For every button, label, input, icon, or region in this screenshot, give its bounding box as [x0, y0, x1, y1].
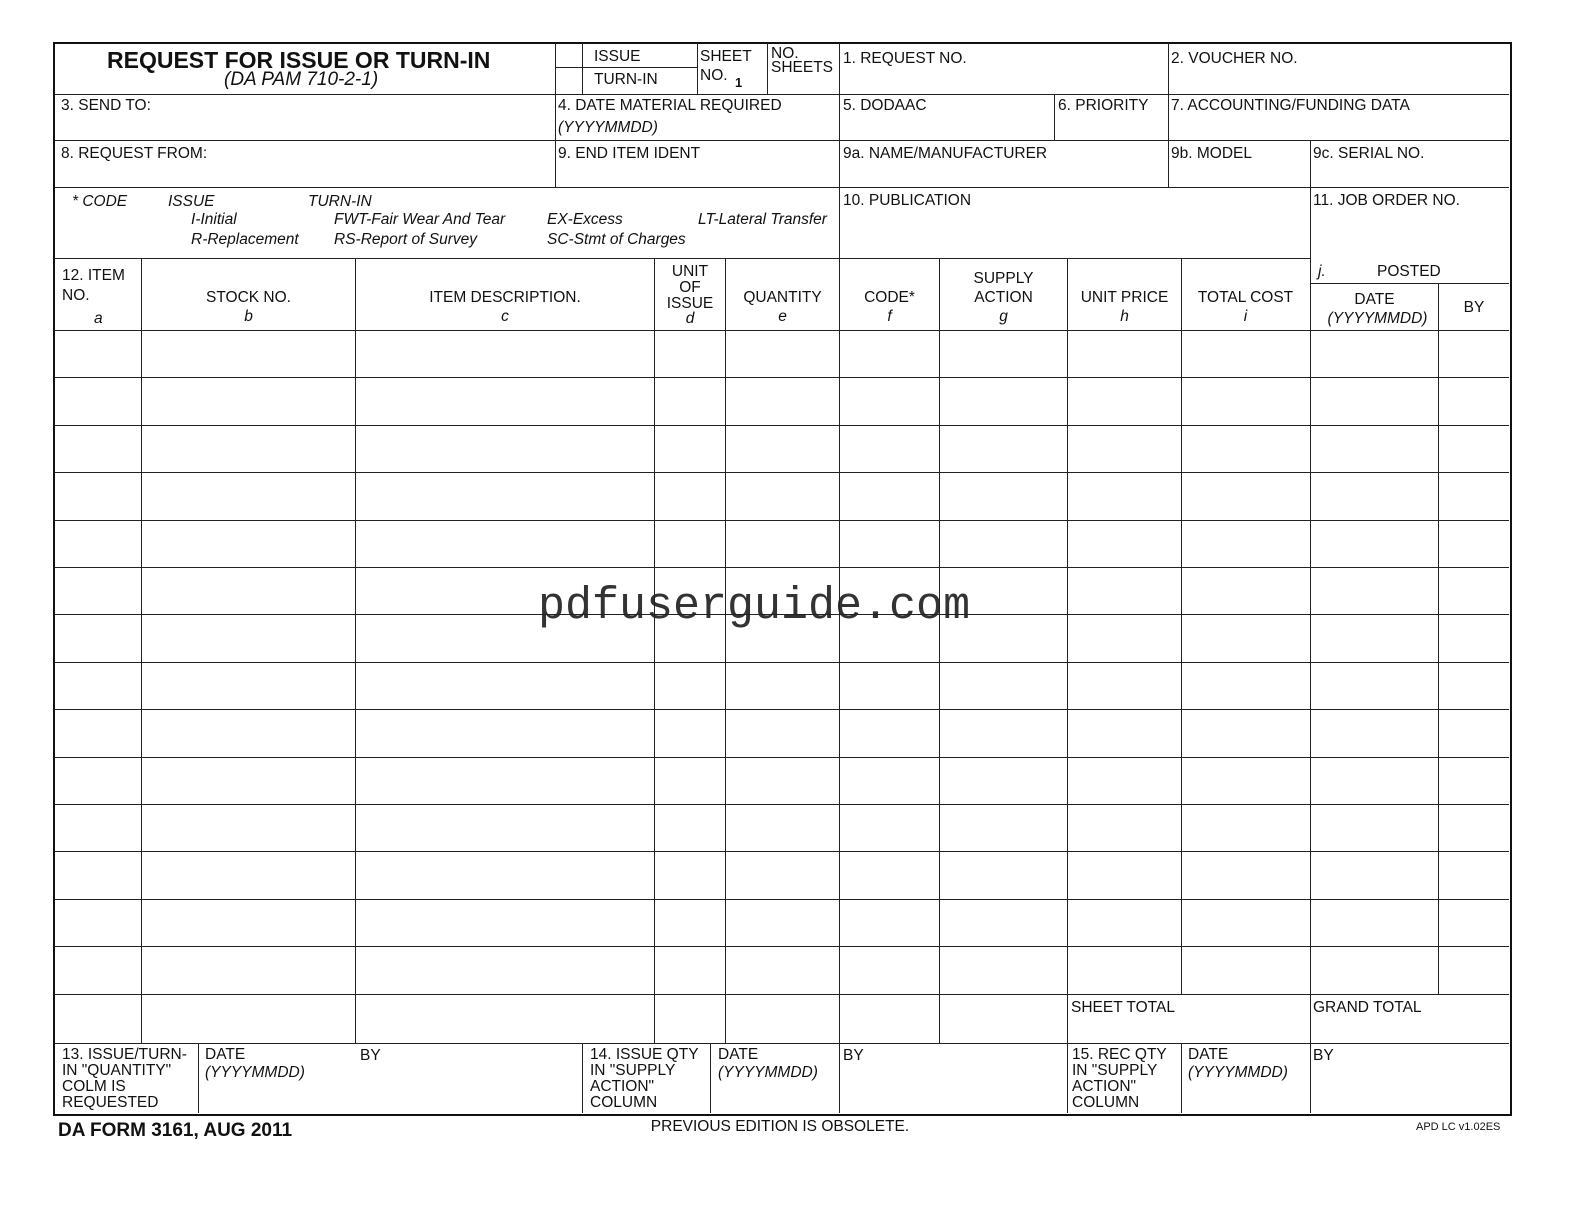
- item-no-cell[interactable]: [55, 758, 140, 803]
- item-description-cell[interactable]: [356, 710, 653, 755]
- table-row: [54, 521, 1509, 566]
- col-price-letter: h: [1120, 308, 1129, 325]
- posted-date-cell[interactable]: [1311, 378, 1437, 423]
- code-legend-label: * CODE: [72, 193, 128, 210]
- f14-date-label: DATE: [718, 1046, 759, 1063]
- posted-date-cell[interactable]: [1311, 331, 1437, 376]
- supply-action-cell[interactable]: [940, 710, 1066, 755]
- unit-of-issue-cell[interactable]: [655, 521, 724, 566]
- col-item-no-2: NO.: [62, 287, 90, 304]
- posted-date-cell[interactable]: [1311, 568, 1437, 613]
- supply-action-cell[interactable]: [940, 615, 1066, 660]
- total-cost-cell[interactable]: [1182, 663, 1309, 708]
- supply-action-cell[interactable]: [940, 473, 1066, 518]
- item-description-cell[interactable]: [356, 426, 653, 471]
- item-no-cell[interactable]: [55, 852, 140, 897]
- posted-by-cell[interactable]: [1439, 758, 1508, 803]
- f14-date-format: (YYYYMMDD): [718, 1064, 818, 1081]
- unit-of-issue-cell[interactable]: [655, 900, 724, 945]
- col-posted-date-format: (YYYYMMDD): [1327, 310, 1428, 327]
- unit-price-cell[interactable]: [1068, 805, 1180, 850]
- total-cost-cell[interactable]: [1182, 378, 1309, 423]
- item-no-cell[interactable]: [55, 426, 140, 471]
- code-cell[interactable]: [840, 947, 938, 992]
- col-unit-of-issue-3: ISSUE: [666, 295, 714, 312]
- item-description-cell[interactable]: [356, 521, 653, 566]
- item-no-cell[interactable]: [55, 521, 140, 566]
- table-row: [54, 568, 1509, 613]
- col-desc-letter: c: [501, 308, 509, 325]
- code-ex: EX-Excess: [547, 211, 623, 228]
- quantity-cell[interactable]: [726, 947, 838, 992]
- total-cost-cell[interactable]: [1182, 615, 1309, 660]
- voucher-no-field[interactable]: [1169, 68, 1508, 94]
- job-order-no-label: 11. JOB ORDER NO.: [1313, 192, 1460, 209]
- f15-date-label: DATE: [1188, 1046, 1229, 1063]
- code-cell[interactable]: [840, 473, 938, 518]
- total-cost-cell[interactable]: [1182, 852, 1309, 897]
- date-material-required-format: (YYYYMMDD): [558, 119, 658, 136]
- col-supply-action: SUPPLY: [973, 270, 1034, 287]
- posted-by-cell[interactable]: [1439, 663, 1508, 708]
- code-legend-turnin: TURN-IN: [308, 193, 372, 210]
- f15-by-field[interactable]: [1311, 1066, 1508, 1111]
- request-from-label: 8. REQUEST FROM:: [61, 145, 208, 162]
- stock-no-cell[interactable]: [142, 473, 354, 518]
- total-cost-cell[interactable]: [1182, 331, 1309, 376]
- stock-no-cell[interactable]: [142, 805, 354, 850]
- end-item-ident-field[interactable]: [556, 162, 838, 186]
- unit-price-cell[interactable]: [1068, 473, 1180, 518]
- code-cell[interactable]: [840, 900, 938, 945]
- stock-no-cell[interactable]: [142, 900, 354, 945]
- col-quantity-letter: e: [778, 308, 787, 325]
- f14-by-label: BY: [843, 1047, 864, 1064]
- f15-date-format: (YYYYMMDD): [1188, 1064, 1288, 1081]
- col-supply-letter: g: [999, 308, 1008, 325]
- item-no-cell[interactable]: [55, 378, 140, 423]
- posted-by-cell[interactable]: [1439, 521, 1508, 566]
- total-cost-cell[interactable]: [1182, 473, 1309, 518]
- quantity-cell[interactable]: [726, 378, 838, 423]
- f13-by-field[interactable]: [356, 1066, 581, 1111]
- f15-label-4: COLUMN: [1072, 1094, 1140, 1111]
- sheet-total-field[interactable]: [1069, 1018, 1309, 1043]
- issue-checkbox[interactable]: [556, 43, 582, 67]
- quantity-cell[interactable]: [726, 663, 838, 708]
- col-unit-of-issue-2: OF: [679, 279, 701, 296]
- no-sheets-label-2: SHEETS: [771, 59, 834, 76]
- issue-label: ISSUE: [594, 48, 641, 65]
- supply-action-cell[interactable]: [940, 378, 1066, 423]
- grand-total-field[interactable]: [1311, 1018, 1508, 1043]
- code-cell[interactable]: [840, 852, 938, 897]
- supply-action-cell[interactable]: [940, 947, 1066, 992]
- col-item-letter: a: [94, 310, 103, 327]
- item-no-cell[interactable]: [55, 615, 140, 660]
- posted-by-cell[interactable]: [1439, 805, 1508, 850]
- model-label: 9b. MODEL: [1171, 145, 1252, 162]
- code-sc: SC-Stmt of Charges: [547, 231, 686, 248]
- item-description-cell[interactable]: [356, 900, 653, 945]
- item-no-cell[interactable]: [55, 473, 140, 518]
- col-code: CODE*: [864, 289, 915, 306]
- item-no-cell[interactable]: [55, 331, 140, 376]
- posted-by-cell[interactable]: [1439, 615, 1508, 660]
- supply-action-cell[interactable]: [940, 521, 1066, 566]
- f13-by-label: BY: [360, 1047, 381, 1064]
- f14-label-2: IN "SUPPLY: [590, 1062, 676, 1079]
- publication-field[interactable]: [840, 212, 1309, 257]
- item-no-cell[interactable]: [55, 947, 140, 992]
- name-manufacturer-field[interactable]: [840, 162, 1167, 186]
- code-cell[interactable]: [840, 805, 938, 850]
- f14-label: 14. ISSUE QTY: [590, 1046, 699, 1063]
- col-unit-price: UNIT PRICE: [1080, 289, 1169, 306]
- posted-date-cell[interactable]: [1311, 426, 1437, 471]
- posted-date-cell[interactable]: [1311, 805, 1437, 850]
- priority-field[interactable]: [1055, 115, 1167, 139]
- quantity-cell[interactable]: [726, 331, 838, 376]
- posted-date-cell[interactable]: [1311, 663, 1437, 708]
- posted-by-cell[interactable]: [1439, 852, 1508, 897]
- col-item-description: ITEM DESCRIPTION.: [429, 289, 581, 306]
- total-cost-cell[interactable]: [1182, 805, 1309, 850]
- code-cell[interactable]: [840, 521, 938, 566]
- dodaac-field[interactable]: [840, 115, 1053, 139]
- quantity-cell[interactable]: [726, 568, 838, 613]
- f13-date-field[interactable]: [199, 1084, 354, 1111]
- item-no-cell[interactable]: [55, 900, 140, 945]
- col-posted-by: BY: [1463, 299, 1485, 316]
- unit-price-cell[interactable]: [1068, 710, 1180, 755]
- total-cost-cell[interactable]: [1182, 568, 1309, 613]
- table-row: [54, 710, 1509, 755]
- priority-label: 6. PRIORITY: [1058, 97, 1149, 114]
- total-cost-cell[interactable]: [1182, 758, 1309, 803]
- unit-price-cell[interactable]: [1068, 331, 1180, 376]
- unit-of-issue-cell[interactable]: [655, 852, 724, 897]
- posted-date-cell[interactable]: [1311, 947, 1437, 992]
- sheet-no-label: SHEET: [700, 48, 752, 65]
- turnin-label: TURN-IN: [594, 71, 658, 88]
- sheet-no-value[interactable]: 1: [735, 75, 743, 90]
- col-supply-action-2: ACTION: [974, 289, 1033, 306]
- posted-date-cell[interactable]: [1311, 900, 1437, 945]
- posted-by-cell[interactable]: [1439, 426, 1508, 471]
- quantity-cell[interactable]: [726, 805, 838, 850]
- code-lt: LT-Lateral Transfer: [698, 211, 827, 228]
- stock-no-cell[interactable]: [142, 947, 354, 992]
- supply-action-cell[interactable]: [940, 426, 1066, 471]
- quantity-cell[interactable]: [726, 521, 838, 566]
- item-description-cell[interactable]: [356, 947, 653, 992]
- code-cell[interactable]: [840, 710, 938, 755]
- table-row: [54, 805, 1509, 850]
- item-description-cell[interactable]: [356, 805, 653, 850]
- unit-price-cell[interactable]: [1068, 426, 1180, 471]
- model-field[interactable]: [1169, 162, 1309, 186]
- supply-action-cell[interactable]: [940, 758, 1066, 803]
- unit-of-issue-cell[interactable]: [655, 758, 724, 803]
- table-row: [54, 331, 1509, 376]
- quantity-cell[interactable]: [726, 473, 838, 518]
- quantity-cell[interactable]: [726, 426, 838, 471]
- voucher-no-label: 2. VOUCHER NO.: [1171, 50, 1298, 67]
- col-unit-letter: d: [685, 310, 695, 327]
- code-cell[interactable]: [840, 378, 938, 423]
- quantity-cell[interactable]: [726, 615, 838, 660]
- f13-date-format: (YYYYMMDD): [205, 1064, 305, 1081]
- total-cost-cell[interactable]: [1182, 521, 1309, 566]
- stock-no-cell[interactable]: [142, 852, 354, 897]
- posted-date-cell[interactable]: [1311, 615, 1437, 660]
- unit-price-cell[interactable]: [1068, 521, 1180, 566]
- unit-price-cell[interactable]: [1068, 900, 1180, 945]
- supply-action-cell[interactable]: [940, 900, 1066, 945]
- posted-date-cell[interactable]: [1311, 521, 1437, 566]
- f13-label-3: COLM IS: [62, 1078, 126, 1095]
- send-to-field[interactable]: [55, 115, 554, 139]
- table-row: [54, 663, 1509, 708]
- table-row: [54, 473, 1509, 518]
- quantity-cell[interactable]: [726, 758, 838, 803]
- stock-no-cell[interactable]: [142, 331, 354, 376]
- table-row: [54, 758, 1509, 803]
- job-order-no-field[interactable]: [1311, 212, 1508, 236]
- posted-date-cell[interactable]: [1311, 710, 1437, 755]
- unit-of-issue-cell[interactable]: [655, 378, 724, 423]
- total-cost-cell[interactable]: [1182, 900, 1309, 945]
- col-unit-of-issue: UNIT: [671, 263, 709, 280]
- quantity-cell[interactable]: [726, 852, 838, 897]
- f13-date-label: DATE: [205, 1046, 246, 1063]
- code-cell[interactable]: [840, 426, 938, 471]
- unit-of-issue-cell[interactable]: [655, 568, 724, 613]
- version-label: APD LC v1.02ES: [1416, 1121, 1501, 1133]
- f13-label-4: REQUESTED: [62, 1094, 159, 1111]
- supply-action-cell[interactable]: [940, 568, 1066, 613]
- col-posted-date: DATE: [1354, 291, 1395, 308]
- unit-of-issue-cell[interactable]: [655, 473, 724, 518]
- item-description-cell[interactable]: [356, 663, 653, 708]
- item-no-cell[interactable]: [55, 805, 140, 850]
- date-material-required-field[interactable]: [660, 115, 838, 139]
- f15-label-2: IN "SUPPLY: [1072, 1062, 1158, 1079]
- publication-label: 10. PUBLICATION: [843, 192, 972, 209]
- code-cell[interactable]: [840, 615, 938, 660]
- code-cell[interactable]: [840, 758, 938, 803]
- table-row: [54, 615, 1509, 660]
- unit-of-issue-cell[interactable]: [655, 331, 724, 376]
- item-description-cell[interactable]: [356, 331, 653, 376]
- unit-price-cell[interactable]: [1068, 568, 1180, 613]
- col-total-cost: TOTAL COST: [1197, 289, 1294, 306]
- code-cell[interactable]: [840, 568, 938, 613]
- stock-no-cell[interactable]: [142, 521, 354, 566]
- item-description-cell[interactable]: [356, 852, 653, 897]
- col-posted: POSTED: [1377, 263, 1441, 280]
- col-code-letter: f: [887, 308, 892, 325]
- table-row: [54, 947, 1509, 992]
- dodaac-label: 5. DODAAC: [843, 97, 927, 114]
- unit-of-issue-cell[interactable]: [655, 615, 724, 660]
- supply-action-cell[interactable]: [940, 852, 1066, 897]
- name-manufacturer-label: 9a. NAME/MANUFACTURER: [843, 145, 1048, 162]
- posted-by-cell[interactable]: [1439, 947, 1508, 992]
- unit-of-issue-cell[interactable]: [655, 947, 724, 992]
- unit-of-issue-cell[interactable]: [655, 710, 724, 755]
- posted-by-cell[interactable]: [1439, 473, 1508, 518]
- f14-by-field[interactable]: [840, 1066, 1067, 1111]
- code-initial: I-Initial: [191, 211, 237, 228]
- item-no-cell[interactable]: [55, 710, 140, 755]
- unit-price-cell[interactable]: [1068, 378, 1180, 423]
- item-no-cell[interactable]: [55, 663, 140, 708]
- f14-date-field[interactable]: [711, 1084, 838, 1111]
- stock-no-cell[interactable]: [142, 758, 354, 803]
- f15-date-field[interactable]: [1183, 1084, 1309, 1111]
- table-row: [54, 426, 1509, 471]
- unit-of-issue-cell[interactable]: [655, 805, 724, 850]
- item-no-cell[interactable]: [55, 568, 140, 613]
- f14-label-4: COLUMN: [590, 1094, 658, 1111]
- unit-price-cell[interactable]: [1068, 852, 1180, 897]
- serial-no-field[interactable]: [1311, 162, 1508, 186]
- send-to-label: 3. SEND TO:: [61, 97, 151, 114]
- table-row: [54, 378, 1509, 423]
- no-sheets-label: NO.: [771, 45, 799, 62]
- posted-date-cell[interactable]: [1311, 473, 1437, 518]
- posted-by-cell[interactable]: [1439, 568, 1508, 613]
- sheet-total-label: SHEET TOTAL: [1071, 999, 1175, 1016]
- accounting-funding-label: 7. ACCOUNTING/FUNDING DATA: [1171, 97, 1410, 114]
- table-row: [54, 900, 1509, 945]
- col-cost-letter: i: [1243, 308, 1248, 325]
- col-stock-letter: b: [244, 308, 253, 325]
- col-stock-no: STOCK NO.: [206, 289, 291, 306]
- watermark: pdfuserguide.com: [538, 581, 971, 632]
- unit-of-issue-cell[interactable]: [655, 426, 724, 471]
- col-posted-letter: j.: [1318, 263, 1326, 280]
- date-material-required-label: 4. DATE MATERIAL REQUIRED: [558, 97, 782, 114]
- code-cell[interactable]: [840, 331, 938, 376]
- stock-no-cell[interactable]: [142, 663, 354, 708]
- total-cost-cell[interactable]: [1182, 426, 1309, 471]
- f15-label: 15. REC QTY: [1072, 1046, 1167, 1063]
- request-no-field[interactable]: [840, 68, 1167, 94]
- item-description-cell[interactable]: [356, 568, 653, 613]
- item-description-cell[interactable]: [356, 473, 653, 518]
- f13-label-2: IN "QUANTITY": [62, 1062, 172, 1079]
- form-subtitle: (DA PAM 710-2-1): [224, 69, 379, 90]
- request-no-label: 1. REQUEST NO.: [843, 50, 967, 67]
- item-description-cell[interactable]: [356, 378, 653, 423]
- item-description-cell[interactable]: [356, 758, 653, 803]
- code-fwt: FWT-Fair Wear And Tear: [334, 211, 506, 228]
- unit-price-cell[interactable]: [1068, 947, 1180, 992]
- posted-date-cell[interactable]: [1311, 758, 1437, 803]
- quantity-cell[interactable]: [726, 710, 838, 755]
- stock-no-cell[interactable]: [142, 710, 354, 755]
- posted-by-cell[interactable]: [1439, 331, 1508, 376]
- supply-action-cell[interactable]: [940, 331, 1066, 376]
- stock-no-cell[interactable]: [142, 615, 354, 660]
- serial-no-label: 9c. SERIAL NO.: [1313, 145, 1425, 162]
- posted-date-cell[interactable]: [1311, 852, 1437, 897]
- unit-price-cell[interactable]: [1068, 615, 1180, 660]
- code-cell[interactable]: [840, 663, 938, 708]
- quantity-cell[interactable]: [726, 900, 838, 945]
- form-title: REQUEST FOR ISSUE OR TURN-IN: [107, 47, 491, 73]
- f15-label-3: ACTION": [1072, 1078, 1137, 1095]
- supply-action-cell[interactable]: [940, 663, 1066, 708]
- supply-action-cell[interactable]: [940, 805, 1066, 850]
- request-from-field[interactable]: [55, 162, 554, 186]
- posted-by-cell[interactable]: [1439, 378, 1508, 423]
- f14-label-3: ACTION": [590, 1078, 655, 1095]
- code-rs: RS-Report of Survey: [334, 231, 477, 248]
- f15-by-label: BY: [1313, 1047, 1334, 1064]
- sheet-no-label-2: NO.: [700, 67, 728, 84]
- table-row: [54, 852, 1509, 897]
- col-item-no: 12. ITEM: [62, 267, 125, 284]
- f13-label: 13. ISSUE/TURN-: [62, 1046, 187, 1063]
- unit-price-cell[interactable]: [1068, 663, 1180, 708]
- col-quantity: QUANTITY: [743, 289, 822, 306]
- code-replacement: R-Replacement: [191, 231, 299, 248]
- item-description-cell[interactable]: [356, 615, 653, 660]
- turnin-checkbox[interactable]: [556, 68, 582, 92]
- stock-no-cell[interactable]: [142, 568, 354, 613]
- end-item-ident-label: 9. END ITEM IDENT: [558, 145, 701, 162]
- posted-by-cell[interactable]: [1439, 900, 1508, 945]
- form-id: DA FORM 3161, AUG 2011: [58, 1120, 293, 1141]
- unit-price-cell[interactable]: [1068, 758, 1180, 803]
- stock-no-cell[interactable]: [142, 426, 354, 471]
- grand-total-label: GRAND TOTAL: [1313, 999, 1422, 1016]
- code-legend-issue: ISSUE: [168, 193, 215, 210]
- total-cost-cell[interactable]: [1182, 947, 1309, 992]
- obsolete-notice: PREVIOUS EDITION IS OBSOLETE.: [650, 1118, 910, 1135]
- posted-by-cell[interactable]: [1439, 710, 1508, 755]
- accounting-funding-field[interactable]: [1169, 115, 1508, 139]
- total-cost-cell[interactable]: [1182, 710, 1309, 755]
- stock-no-cell[interactable]: [142, 378, 354, 423]
- unit-of-issue-cell[interactable]: [655, 663, 724, 708]
